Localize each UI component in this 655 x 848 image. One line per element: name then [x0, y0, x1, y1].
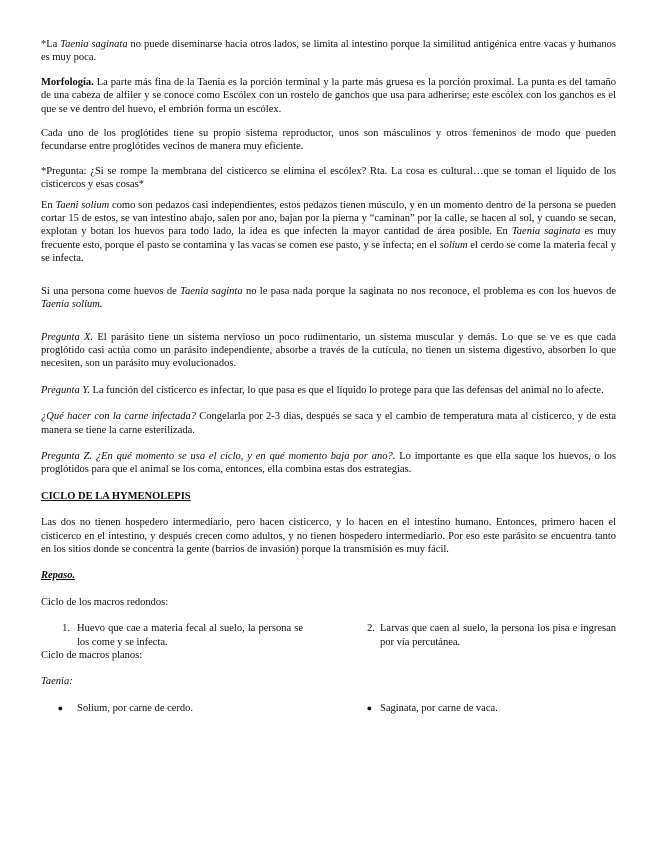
list-item-text: Huevo que cae a materia fecal al suelo, la persona se los come y se infecta. [77, 623, 303, 648]
pregunta-z-label: Pregunta Z. ¿En qué momento se usa el ciclo, y en qué momento baja por ano?. [41, 450, 396, 462]
list-item [41, 622, 303, 649]
list-item-text: Solium, por carne de cerdo. [77, 702, 194, 714]
section-heading-hymenolepis: CICLO DE LA HYMENOLEPIS [41, 490, 191, 502]
list-number: 2. [367, 623, 375, 635]
paragraph-morfologia: Morfología. La parte más fina de la Taenia es la porción terminal y la parte más gruesa es la porción proximal. La punta es del tamaño de una cabeza de alfiler y se conoce como Escólex con un rostelo de ganchos que usa para adherirse; este escólex con los ganchos es el que se ve dentro del huevo, el embrión forma un escólex. [41, 76, 616, 115]
pregunta-x-label: Pregunta X. [41, 331, 94, 343]
paragraph-proglotides: Cada uno de los proglótides tiene su propio sistema reproductor, unos son másculinos y otros femeninos de modo que pueden fecundarse entre proglótides vecinos de manera muy eficiente. [41, 128, 616, 153]
list-item [358, 702, 616, 715]
paragraph-pregunta-y: Pregunta Y. La función del cisticerco es infectar, lo que pasa es que el líquido lo protege para que las defensas del animal no lo afecte. [41, 384, 604, 396]
paragraph-taenia-solium: En Taeni solium como son pedazos casi independientes, estos pedazos tienen músculo, y en un momento dentro de la persona se pueden cortar 15 de estos, se van intestino abajo, salen por ano, bajan por la pierna y “caminan” por la calle, se hacen al sol, y cuando se secan, explotan y botan los huevos para todo lado, la idea es que infecten la mayor cantidad de área posible. En Taenia saginata es muy frecuente esto, porque el pasto se contamina y las vacas se comen ese pasto, y se infecta; en el solium el cerdo se come la materia fecal y se infecta. [41, 199, 617, 265]
list-item [358, 622, 616, 649]
list-item [41, 702, 303, 715]
ciclo-redondos-label: Ciclo de los macros redondos: [41, 596, 169, 608]
morfologia-label: Morfología. [41, 76, 94, 88]
paragraph-carne-infectada: ¿Qué hacer con la carne infectada? Congelarla por 2-3 días, después se saca y el cambio de temperatura mata al cisticerco, y de esta manera se tiene la carne esterilizada. [41, 411, 616, 436]
list-item-text: Larvas que caen al suelo, la persona los pisa e ingresan por vía percutánea. [380, 623, 616, 648]
bullet-icon: ● [366, 702, 372, 713]
paragraph-pregunta-membrana: *Pregunta: ¿Si se rompe la membrana del cisticerco se elimina el escólex? Rta. La cosa es cultural…que se toman el líquido de los cisticercos y esas cosas* [41, 165, 616, 191]
ciclo-planos-label: Ciclo de macros planos: [41, 650, 143, 661]
paragraph-taenia-saginata-note: *La Taenia saginata no puede diseminarse hacia otros lados, se limita al intestino porque la similitud antigénica entre vacas y humanos es muy poca. [41, 39, 616, 64]
pregunta-y-label: Pregunta Y. [41, 384, 90, 396]
section-heading-repaso: Repaso. [41, 570, 76, 582]
numbered-list [41, 622, 616, 649]
bullet-list [41, 702, 616, 715]
carne-infectada-label: ¿Qué hacer con la carne infectada? [41, 411, 196, 423]
list-item-text: Saginata, por carne de vaca. [380, 702, 498, 714]
taenia-label: Taenia: [41, 676, 73, 688]
document-page [41, 38, 616, 715]
paragraph-hymenolepis: Las dos no tienen hospedero intermediario, pero hacen cisticerco, y lo hacen en el intestino humano. Entonces, primero hacen el cisticerco en el intestino, y después crecen como adultos, y no tienen hospedero intermediario. Por eso este parásito se encuentra tanto en los sitios donde se concentra la gente (barrios de invasión) porque la transmisión es muy fácil. [41, 517, 616, 555]
bullet-icon: ● [57, 702, 63, 713]
paragraph-pregunta-x: Pregunta X. El parásito tiene un sistema nervioso un poco rudimentario, un sistema muscular y demás. Lo que se ve es que cada proglótido casi actúa como un parásito independiente, absorbe a través de la cutícula, no tienen un sistema digestivo, absorben lo que necesiten, son un parásito muy evolucionados. [41, 331, 616, 370]
list-number: 1. [62, 623, 70, 635]
paragraph-huevos: Si una persona come huevos de Taenia saginta no le pasa nada porque la saginata no nos reconoce, el problema es con los huevos de Taenia solium. [41, 285, 616, 311]
paragraph-pregunta-z: Pregunta Z. ¿En qué momento se usa el ciclo, y en qué momento baja por ano?. Lo importante es que ella saque los huevos, o los proglótidos para que el animal se los coma, entonces, ella combina estas dos estrategias. [41, 450, 617, 476]
